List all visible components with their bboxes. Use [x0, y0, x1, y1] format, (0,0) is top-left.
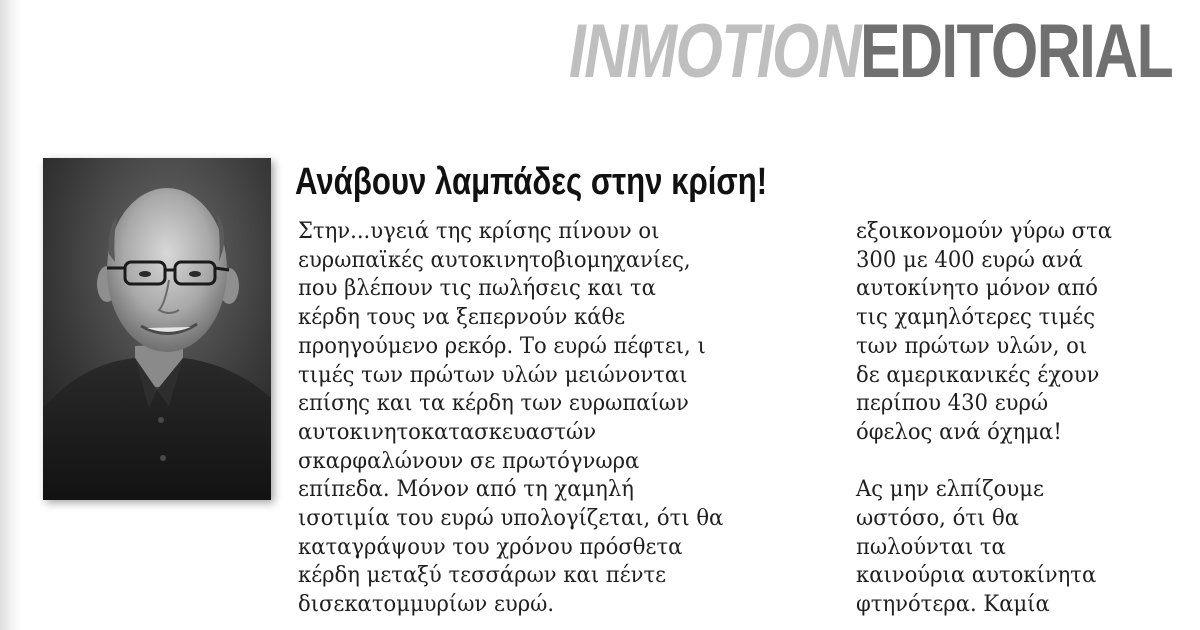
text-line: τις χαμηλότερες τιμές	[856, 305, 1096, 331]
text-line: 300 με 400 ευρώ ανά	[856, 247, 1083, 273]
text-line: προηγούμενο ρεκόρ. Το ευρώ πέφτει, ι	[298, 333, 706, 359]
text-line: δε αμερικανικές έχουν	[856, 362, 1100, 388]
text-line: αυτοκίνητο μόνον από	[856, 276, 1098, 302]
paragraph-gap	[856, 448, 1186, 477]
text-line: των πρώτων υλών, οι	[856, 333, 1088, 359]
text-line: καινούρια αυτοκίνητα	[856, 563, 1097, 589]
text-line: Ας μην ελπίζουμε	[856, 477, 1044, 503]
text-line: ισοτιμία του ευρώ υπολογίζεται, ότι θα	[298, 506, 724, 532]
text-line: πωλούνται τα	[856, 534, 1006, 560]
text-line: εξοικονομούν γύρω στα	[856, 219, 1113, 244]
article-column-right	[856, 218, 1186, 620]
text-line: καταγράψουν του χρόνου πρόσθετα	[298, 534, 683, 560]
text-line: κέρδη μεταξύ τεσσάρων και πέντε	[298, 563, 667, 589]
masthead-inmotion: INMOTION	[568, 9, 860, 94]
text-line: Στην...υγειά της κρίσης πίνουν οι	[298, 219, 660, 244]
text-line: σκαρφαλώνουν σε πρωτόγνωρα	[298, 448, 640, 474]
text-line: ωστόσο, ότι θα	[856, 506, 1019, 532]
author-photo	[43, 158, 271, 500]
text-line: όφελος ανά όχημα!	[856, 419, 1062, 445]
text-line: που βλέπουν τις πωλήσεις και τα	[298, 276, 656, 302]
masthead-editorial: EDITORIAL	[859, 9, 1172, 94]
text-line: τιμές των πρώτων υλών μειώνονται	[298, 362, 688, 388]
text-line: επίπεδα. Μόνον από τη χαμηλή	[298, 477, 634, 503]
masthead-logo	[569, 6, 1172, 98]
text-line: αυτοκινητοκατασκευαστών	[298, 419, 597, 445]
article-column-left	[298, 218, 838, 620]
text-line: κέρδη τους να ξεπερνούν κάθε	[298, 305, 626, 331]
portrait-image	[43, 158, 271, 500]
text-line: περίπου 430 ευρώ	[856, 391, 1049, 417]
text-line: φτηνότερα. Καμία	[856, 592, 1050, 618]
article-headline: Ανάβουν λαμπάδες στην κρίση!	[295, 161, 768, 203]
text-line: ευρωπαϊκές αυτοκινητοβιομηχανίες,	[298, 247, 691, 273]
text-line: επίσης και τα κέρδη των ευρωπαίων	[298, 391, 689, 417]
text-line: δισεκατομμυρίων ευρώ.	[298, 592, 555, 618]
